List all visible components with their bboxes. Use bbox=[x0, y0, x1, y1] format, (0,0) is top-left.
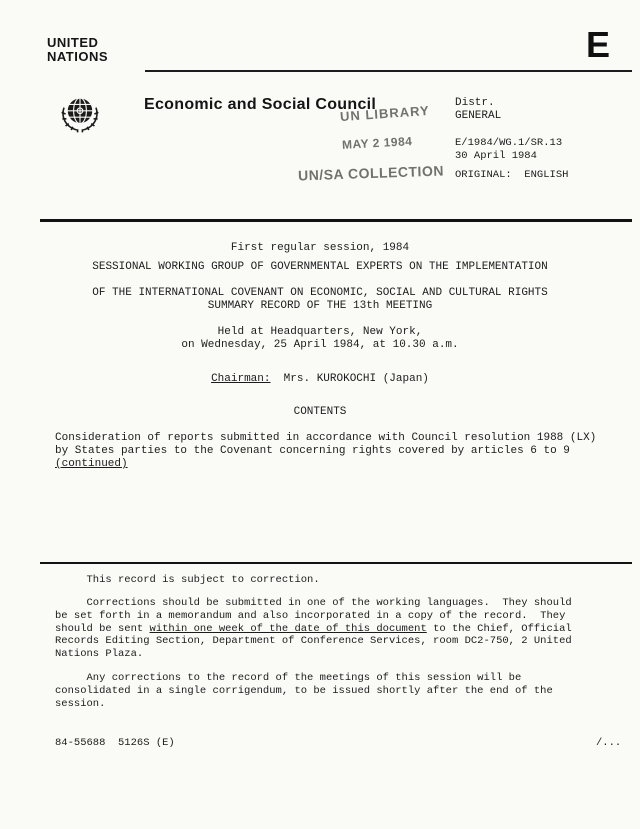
corrections-line4: Records Editing Section, Department of Conference Services, room DC2-750, 2 United bbox=[55, 635, 572, 648]
held-line1: Held at Headquarters, New York, bbox=[217, 326, 423, 338]
held-line2: on Wednesday, 25 April 1984, at 10.30 a.m. bbox=[181, 339, 459, 351]
org-line2: NATIONS bbox=[47, 49, 109, 64]
contents-heading: CONTENTS bbox=[293, 406, 347, 418]
correction-note: This record is subject to correction. bbox=[55, 574, 320, 586]
un-emblem-icon bbox=[56, 90, 104, 143]
library-stamp: UN LIBRARY bbox=[339, 102, 431, 125]
distr-value: GENERAL bbox=[455, 110, 502, 122]
corrections-paragraph bbox=[55, 597, 572, 661]
session-line: First regular session, 1984 bbox=[230, 242, 410, 254]
corrigendum-line1: Any corrections to the record of the meetings of this session will be bbox=[55, 672, 522, 684]
collection-stamp: UN/SA COLLECTION bbox=[297, 162, 445, 184]
council-title: Economic and Social Council bbox=[144, 96, 377, 113]
corrections-line2: be set forth in a memorandum and also incorporated in a copy of the record. They bbox=[55, 609, 566, 622]
document-series-letter: E bbox=[586, 24, 611, 65]
divider-top bbox=[145, 70, 632, 72]
document-date: 30 April 1984 bbox=[455, 149, 537, 162]
distribution-block bbox=[455, 97, 501, 123]
chairman-value: Mrs. KUROKOCHI (Japan) bbox=[270, 373, 429, 385]
meeting-details bbox=[0, 326, 640, 352]
corrections-line3-prefix: should be sent bbox=[55, 622, 150, 635]
corrections-line1: Corrections should be submitted in one of the working languages. They should bbox=[55, 597, 572, 609]
divider-header bbox=[40, 219, 632, 222]
document-symbol: E/1984/WG.1/SR.13 bbox=[455, 137, 563, 149]
continuation-mark: /... bbox=[596, 737, 622, 749]
corrigendum-line3: session. bbox=[55, 697, 106, 710]
date-stamp: MAY 2 1984 bbox=[341, 134, 413, 152]
group-line2: OF THE INTERNATIONAL COVENANT ON ECONOMIC, SOCIAL AND CULTURAL RIGHTS bbox=[92, 287, 548, 299]
original-language-line: ORIGINAL: ENGLISH bbox=[455, 169, 569, 181]
document-number: 84-55688 5126S (E) bbox=[55, 737, 175, 749]
contents-line1: Consideration of reports submitted in accordance with Council resolution 1988 (LX) bbox=[55, 432, 597, 444]
record-title: SUMMARY RECORD OF THE 13th MEETING bbox=[207, 300, 433, 312]
document-symbol-block bbox=[455, 137, 562, 162]
corrections-line3-underlined: within one week of the date of this document bbox=[149, 622, 427, 635]
contents-paragraph bbox=[55, 432, 596, 471]
un-org-name bbox=[47, 36, 108, 64]
org-line1: UNITED bbox=[47, 35, 99, 50]
chairman-line bbox=[0, 373, 640, 386]
contents-line3: (continued) bbox=[55, 458, 128, 470]
divider-footer bbox=[40, 562, 632, 564]
chairman-label: Chairman: bbox=[211, 373, 271, 385]
corrections-line3 bbox=[55, 623, 572, 636]
group-line1: SESSIONAL WORKING GROUP OF GOVERNMENTAL EXPERTS ON THE IMPLEMENTATION bbox=[92, 261, 548, 273]
corrections-line3-suffix: to the Chief, Official bbox=[426, 622, 572, 635]
distr-label: Distr. bbox=[455, 97, 495, 109]
working-group-title bbox=[0, 261, 640, 300]
corrections-line5: Nations Plaza. bbox=[55, 648, 144, 661]
contents-line2: by States parties to the Covenant concerning rights covered by articles 6 to 9 bbox=[55, 445, 570, 457]
corrigendum-paragraph bbox=[55, 672, 553, 710]
corrigendum-line2: consolidated in a single corrigendum, to be issued shortly after the end of the bbox=[55, 684, 553, 697]
